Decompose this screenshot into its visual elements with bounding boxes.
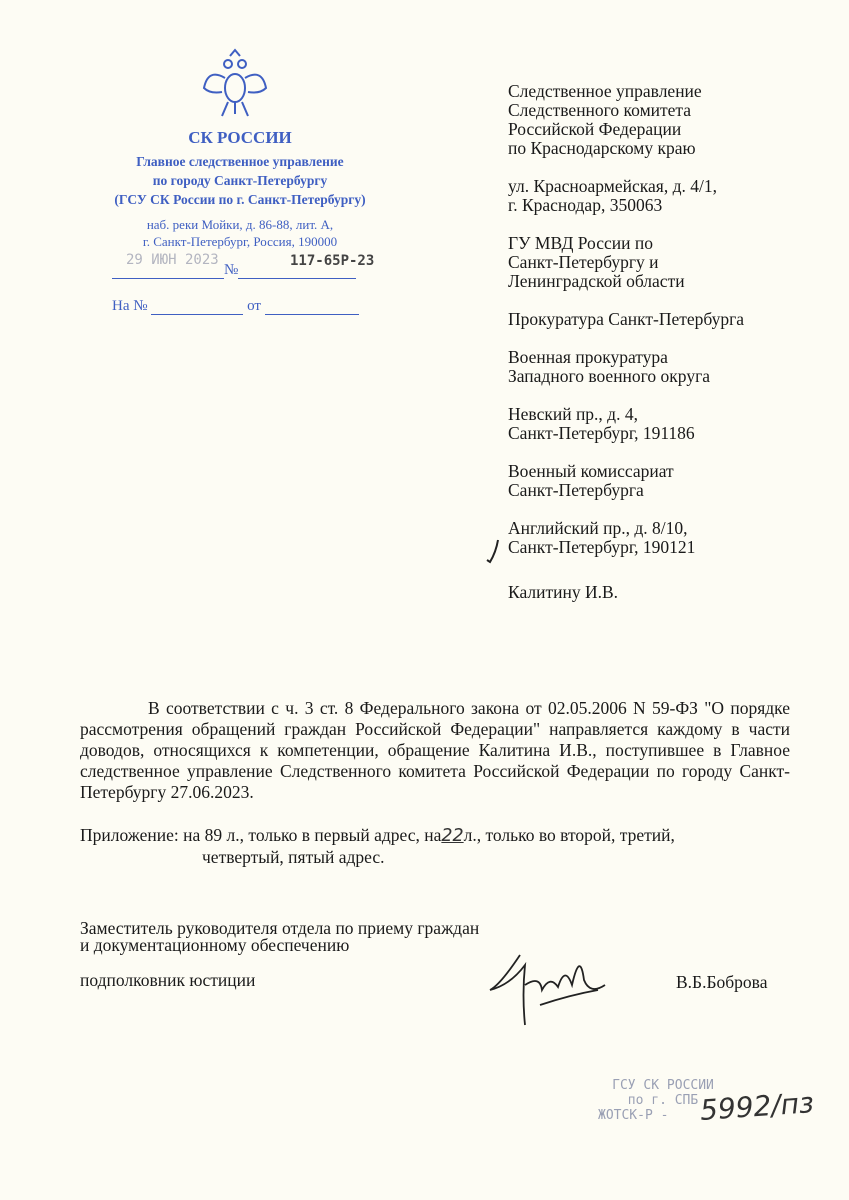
recipient-line: по Краснодарскому краю	[508, 138, 696, 158]
recipient-address	[508, 405, 744, 443]
recipient-line: Западного военного округа	[508, 366, 711, 386]
org-full-name	[80, 152, 400, 209]
recipients-block	[508, 82, 744, 602]
org-address	[90, 216, 390, 250]
handwritten-registration-number: 5992/пз	[698, 1086, 815, 1127]
attachment-text: четвертый, пятый адрес.	[202, 847, 385, 867]
outgoing-number: 117-65Р-23	[290, 253, 375, 269]
recipient-line: Прокуратура Санкт-Петербурга	[508, 309, 745, 329]
attachment-line	[80, 825, 790, 847]
position-line: Заместитель руководителя отдела по приему граждан	[80, 918, 480, 938]
recipient-line: Ленинградской области	[508, 271, 685, 291]
handwritten-sheet-count: 22	[441, 826, 464, 846]
attachment-text: л., только во второй, третий,	[463, 825, 675, 845]
recipient-line: Следственное управление	[508, 81, 702, 101]
org-name: СК РОССИИ	[188, 128, 292, 147]
reference-row	[112, 298, 359, 315]
recipient-line: Невский пр., д. 4,	[508, 404, 638, 424]
address-line: г. Санкт-Петербург, Россия, 190000	[142, 234, 338, 249]
recipient-line: Санкт-Петербург, 191186	[508, 423, 695, 443]
recipient-line: Военная прокуратура	[508, 347, 668, 367]
recipient	[508, 310, 744, 329]
recipient-line: г. Краснодар, 350063	[508, 195, 663, 215]
recipient	[508, 82, 744, 158]
recipient-address	[508, 177, 744, 215]
org-line: по городу Санкт-Петербургу	[152, 173, 328, 188]
recipient-line: ГУ МВД России по	[508, 233, 653, 253]
position-line: и документационному обеспечению	[80, 935, 350, 955]
recipient-line: Английский пр., д. 8/10,	[508, 518, 688, 538]
recipient	[508, 234, 744, 291]
date-stamp: 29 ИЮН 2023	[126, 252, 219, 268]
letter-body	[80, 698, 790, 868]
recipient-line: Российской Федерации	[508, 119, 682, 139]
signer-name: В.Б.Боброва	[676, 972, 768, 992]
recipient-line: ул. Красноармейская, д. 4/1,	[508, 176, 717, 196]
recipient	[508, 462, 744, 500]
recipient-line: Санкт-Петербург, 190121	[508, 537, 696, 557]
number-label: №	[224, 262, 239, 278]
org-line: Главное следственное управление	[136, 154, 344, 169]
stamp-line: ГСУ СК РОССИИ	[612, 1078, 714, 1093]
handwritten-checkmark	[484, 538, 504, 566]
handwritten-signature	[480, 945, 620, 1035]
org-line: (ГСУ СК России по г. Санкт-Петербургу)	[114, 192, 366, 207]
recipient-line: Следственного комитета	[508, 100, 692, 120]
stamp-line: ЖОТСК-Р -	[598, 1108, 669, 1123]
recipient-address	[508, 519, 744, 557]
recipient-line: Военный комиссариат	[508, 461, 674, 481]
recipient	[508, 348, 744, 386]
attachment-text: Приложение: на 89 л., только в первый адрес, на	[80, 825, 442, 845]
addressee: Калитину И.В.	[508, 582, 619, 602]
ref-from-label: от	[247, 298, 261, 314]
double-headed-eagle-emblem	[200, 48, 270, 120]
ref-label: На №	[112, 298, 148, 314]
recipient-line: Санкт-Петербургу и	[508, 252, 659, 272]
main-paragraph: В соответствии с ч. 3 ст. 8 Федерального закона от 02.05.2006 N 59-ФЗ "О порядке рассмотрения обращений граждан Российской Федерации" направляется каждому в части доводов, относящихся к компетенции, обращение Калитина И.В., поступившее в Главное следственное управление Следственного комитета Российской Федерации по городу Санкт-Петербургу 27.06.2023.	[80, 698, 790, 802]
signer-position	[80, 920, 479, 954]
stamp-line: по г. СПБ	[627, 1093, 699, 1108]
recipient-line: Санкт-Петербурга	[508, 480, 644, 500]
signer-rank: подполковник юстиции	[80, 970, 256, 990]
address-line: наб. реки Мойки, д. 86-88, лит. А,	[146, 217, 334, 232]
